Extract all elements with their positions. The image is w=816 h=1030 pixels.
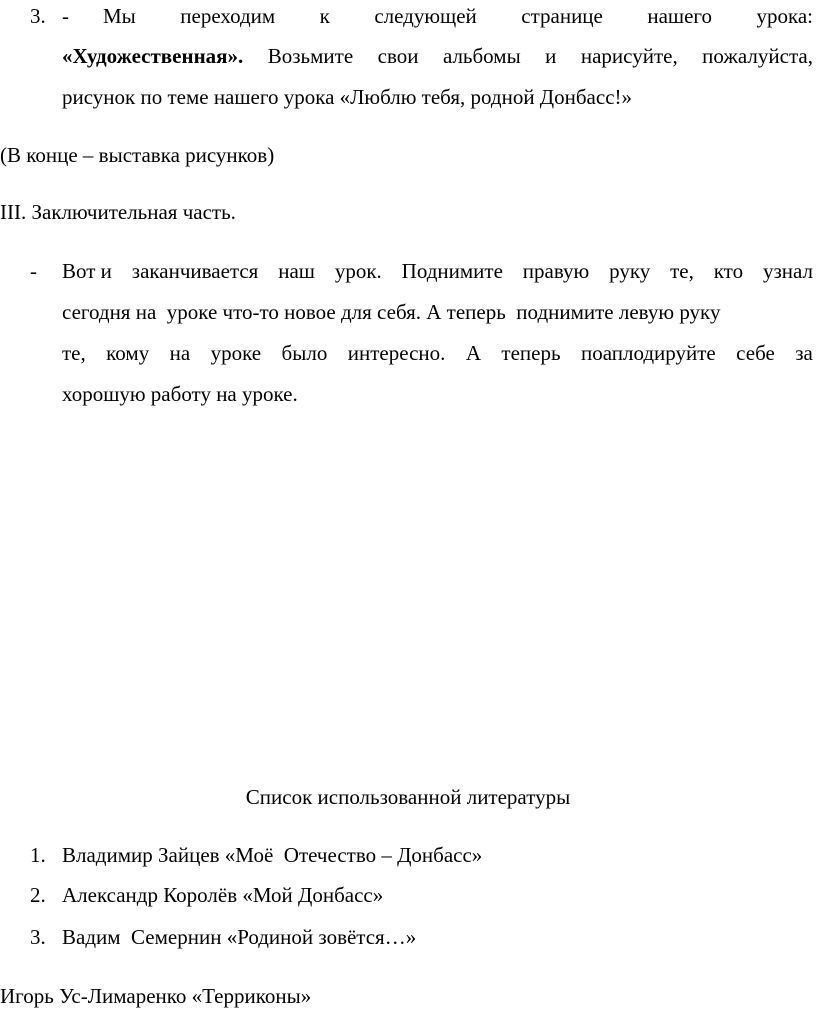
closing-line-4: хорошую работу на уроке.: [62, 382, 298, 406]
bibliography-item: Александр Королёв «Мой Донбасс»: [62, 883, 384, 907]
word: следующей: [374, 4, 477, 28]
word: заканчивается: [131, 259, 259, 283]
word: те,: [62, 341, 86, 365]
word: к: [319, 4, 330, 28]
word: нарисуйте,: [580, 44, 678, 68]
list-dash: -: [62, 4, 69, 28]
item3-line-2: [62, 44, 813, 68]
word: те,: [670, 259, 694, 283]
list-number: 3.: [30, 4, 46, 28]
closing-line-3: [62, 341, 813, 365]
word: А: [465, 341, 481, 365]
word: за: [795, 341, 813, 365]
word: поаплодируйте: [580, 341, 716, 365]
word: урока:: [756, 4, 813, 28]
word: кто: [713, 259, 744, 283]
word: переходим: [180, 4, 276, 28]
word: альбомы: [442, 44, 521, 68]
word: наш: [278, 259, 315, 283]
word: правую: [522, 259, 590, 283]
word: Поднимите: [401, 259, 503, 283]
item3-line-3: рисунок по теме нашего урока «Люблю тебя, родной Донбасс!»: [62, 85, 633, 109]
word: свои: [377, 44, 419, 68]
word: было: [281, 341, 328, 365]
word: и: [545, 44, 557, 68]
word: странице: [521, 4, 603, 28]
word: пожалуйста,: [702, 44, 813, 68]
word: теперь: [501, 341, 561, 365]
bibliography-item: Владимир Зайцев «Моё Отечество – Донбасс»: [62, 843, 483, 867]
list-number: 3.: [30, 925, 46, 949]
closing-line-1: [62, 259, 813, 283]
list-dash: -: [30, 259, 37, 283]
word: Вот и: [62, 259, 112, 283]
word: интересно.: [347, 341, 446, 365]
word: Возьмите: [267, 44, 354, 68]
word: урок.: [334, 259, 382, 283]
list-number: 2.: [30, 883, 46, 907]
word: уроке: [210, 341, 262, 365]
word: себе: [736, 341, 775, 365]
note-text: (В конце – выставка рисунков): [0, 143, 275, 167]
word: кому: [106, 341, 150, 365]
word: узнал: [762, 259, 813, 283]
bibliography-title: Список использованной литературы: [245, 785, 571, 809]
closing-line-2: сегодня на уроке что-то новое для себя. А теперь поднимите левую руку: [62, 300, 721, 324]
list-number: 1.: [30, 843, 46, 867]
bold-title: «Художественная».: [62, 44, 244, 68]
bibliography-extra: Игорь Ус-Лимаренко «Терриконы»: [0, 984, 312, 1008]
word: руку: [609, 259, 651, 283]
word: Мы: [103, 4, 136, 28]
item3-line-1: [103, 4, 813, 28]
bibliography-item: Вадим Семернин «Родиной зовётся…»: [62, 925, 417, 949]
word: на: [169, 341, 191, 365]
word: нашего: [647, 4, 712, 28]
section-heading: III. Заключительная часть.: [0, 200, 236, 224]
